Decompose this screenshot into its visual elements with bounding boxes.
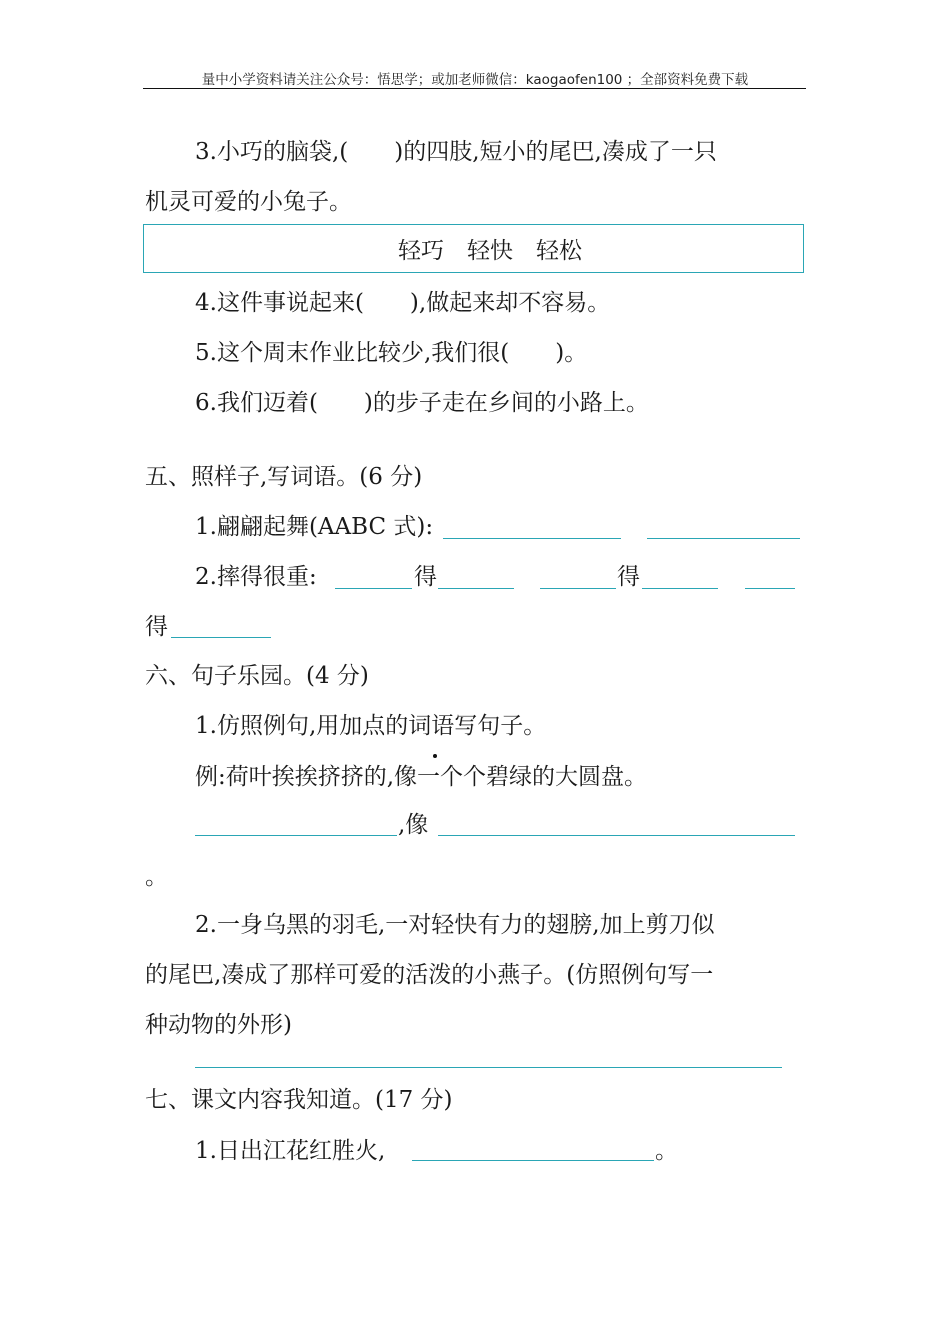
de-char: 得 [145, 614, 168, 640]
q3-line2: 机灵可爱的小兔子。 [145, 189, 352, 215]
section6-item2-line3: 种动物的外形) [145, 1012, 292, 1038]
answer-blank[interactable] [647, 538, 800, 539]
period-text: 。 [145, 864, 168, 890]
q5-line: 5.这个周末作业比较少,我们很( )。 [195, 340, 588, 366]
answer-blank[interactable] [171, 637, 271, 638]
xiang-text: ,像 [398, 812, 429, 838]
header-divider [143, 88, 806, 89]
answer-blank[interactable] [443, 538, 621, 539]
answer-blank[interactable] [642, 588, 718, 589]
section6-example: 例:荷叶挨挨挤挤的,像一个个碧绿的大圆盘。 [195, 764, 648, 790]
answer-blank[interactable] [745, 588, 795, 589]
section6-item1-instruction: 1.仿照例句,用加点的词语写句子。 [195, 713, 547, 739]
word-choice-list: 轻巧 轻快 轻松 [398, 238, 582, 264]
answer-blank[interactable] [540, 588, 616, 589]
answer-blank[interactable] [195, 1067, 782, 1068]
answer-blank[interactable] [438, 835, 795, 836]
de-char: 得 [617, 564, 640, 590]
q4-line: 4.这件事说起来( ),做起来却不容易。 [195, 290, 611, 316]
section5-item1-label: 1.翩翩起舞(AABC 式): [195, 514, 434, 540]
answer-blank[interactable] [335, 588, 412, 589]
section5-item2-label: 2.摔得很重: [195, 564, 317, 590]
section7-title: 七、课文内容我知道。(17 分) [145, 1087, 453, 1113]
section6-title: 六、句子乐园。(4 分) [145, 663, 369, 689]
section6-item2-line2: 的尾巴,凑成了那样可爱的活泼的小燕子。(仿照例句写一 [145, 962, 714, 988]
answer-blank[interactable] [438, 588, 514, 589]
page-header: 量中小学资料请关注公众号：悟思学；或加老师微信：kaogaofen100 ；全部资料免费下载 [201, 72, 749, 88]
de-char: 得 [414, 564, 437, 590]
q6-line: 6.我们迈着( )的步子走在乡间的小路上。 [195, 390, 649, 416]
section7-item1-suffix: 。 [655, 1138, 678, 1164]
section5-title: 五、照样子,写词语。(6 分) [145, 464, 423, 490]
q3-line1: 3.小巧的脑袋,( )的四肢,短小的尾巴,凑成了一只 [195, 139, 717, 165]
section7-item1-prefix: 1.日出江花红胜火, [195, 1138, 386, 1164]
answer-blank[interactable] [195, 835, 397, 836]
answer-blank[interactable] [412, 1160, 654, 1161]
section6-item2-line1: 2.一身乌黑的羽毛,一对轻快有力的翅膀,加上剪刀似 [195, 912, 715, 938]
emphasis-dot [433, 754, 437, 758]
